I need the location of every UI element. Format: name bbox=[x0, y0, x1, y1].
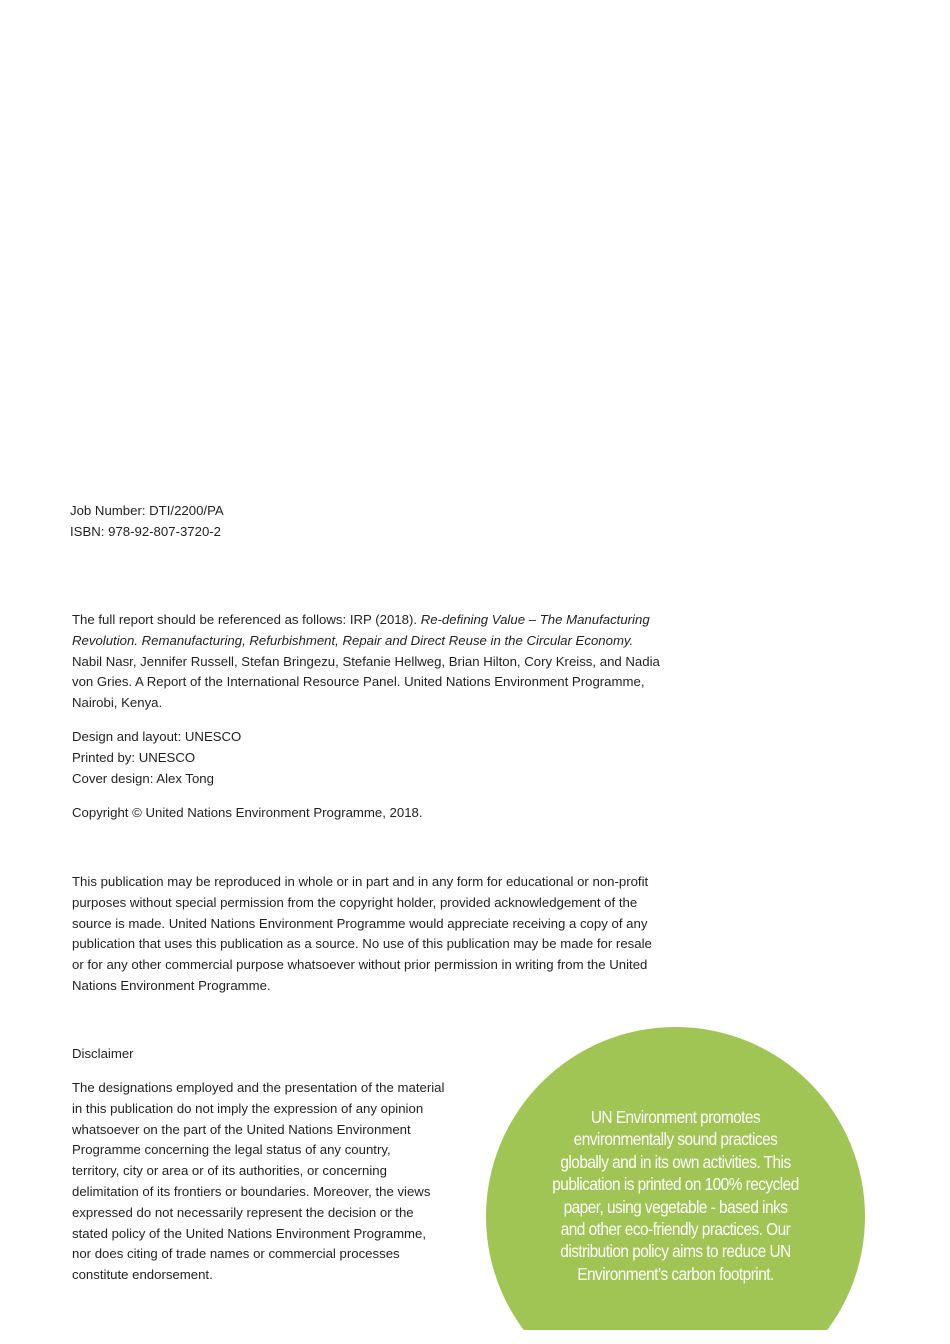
cover-credit: Cover design: Alex Tong bbox=[72, 770, 214, 786]
disclaimer-line: expressed do not necessarily represent the decision or the bbox=[72, 1204, 414, 1220]
reference-title-2: Revolution. Remanufacturing, Refurbishment, Repair and Direct Reuse in the Circular Economy. bbox=[72, 632, 634, 648]
disclaimer-line: constitute endorsement. bbox=[72, 1267, 213, 1283]
reference-authors-2: von Gries. A Report of the International Resource Panel. United Nations Environment Programme, bbox=[72, 674, 645, 690]
disclaimer-line: delimitation of its frontiers or boundaries. Moreover, the views bbox=[72, 1183, 431, 1199]
disclaimer-line: Programme concerning the legal status of any country, bbox=[72, 1142, 391, 1158]
disclaimer-line: nor does citing of trade names or commercial processes bbox=[72, 1246, 400, 1262]
eco-statement bbox=[509, 1106, 843, 1285]
reproduction-line: purposes without special permission from the copyright holder, provided acknowledgement of the bbox=[72, 894, 638, 910]
eco-line: environmentally sound practices bbox=[573, 1129, 778, 1150]
eco-line: Environment’s carbon footprint. bbox=[577, 1263, 774, 1284]
eco-line: publication is printed on 100% recycled bbox=[552, 1174, 799, 1195]
disclaimer-line: The designations employed and the presentation of the material bbox=[72, 1080, 445, 1095]
reproduction-line: source is made. United Nations Environment Programme would appreciate receiving a copy of any bbox=[72, 915, 648, 931]
reference-authors-1: Nabil Nasr, Jennifer Russell, Stefan Bringezu, Stefanie Hellweg, Brian Hilton, Cory Kreiss, and Nadia bbox=[72, 653, 660, 669]
reproduction-line: Nations Environment Programme. bbox=[72, 977, 271, 993]
eco-line: distribution policy aims to reduce UN bbox=[560, 1241, 791, 1262]
disclaimer-line: in this publication do not imply the expression of any opinion bbox=[72, 1100, 424, 1116]
reference-intro: The full report should be referenced as follows: IRP (2018). bbox=[72, 612, 421, 627]
copyright-notice: Copyright © United Nations Environment Programme, 2018. bbox=[72, 805, 423, 820]
eco-line: globally and in its own activities. This bbox=[560, 1151, 791, 1172]
reproduction-line: publication that uses this publication as a source. No use of this publication may be made for resale bbox=[72, 936, 652, 952]
reference-authors-3: Nairobi, Kenya. bbox=[72, 695, 163, 711]
eco-line: and other eco-friendly practices. Our bbox=[560, 1219, 791, 1240]
reproduction-line: or for any other commercial purpose whatsoever without prior permission in writing from the United bbox=[72, 957, 648, 973]
disclaimer-line: stated policy of the United Nations Environment Programme, bbox=[72, 1225, 427, 1241]
job-number: Job Number: DTI/2200/PA bbox=[70, 503, 224, 518]
isbn: ISBN: 978-92-807-3720-2 bbox=[70, 523, 222, 539]
eco-line: paper, using vegetable - based inks bbox=[563, 1196, 788, 1217]
disclaimer-line: whatsoever on the part of the United Nations Environment bbox=[72, 1121, 411, 1137]
design-credit: Design and layout: UNESCO bbox=[72, 729, 242, 744]
reproduction-line: This publication may be reproduced in whole or in part and in any form for educational or non-profit bbox=[72, 874, 649, 889]
disclaimer-line: territory, city or area or of its authorities, or concerning bbox=[72, 1163, 387, 1179]
printed-credit: Printed by: UNESCO bbox=[72, 749, 196, 765]
reference-title-1: Re-defining Value – The Manufacturing bbox=[420, 612, 650, 627]
eco-line: UN Environment promotes bbox=[590, 1107, 761, 1127]
disclaimer-heading: Disclaimer bbox=[72, 1046, 134, 1061]
